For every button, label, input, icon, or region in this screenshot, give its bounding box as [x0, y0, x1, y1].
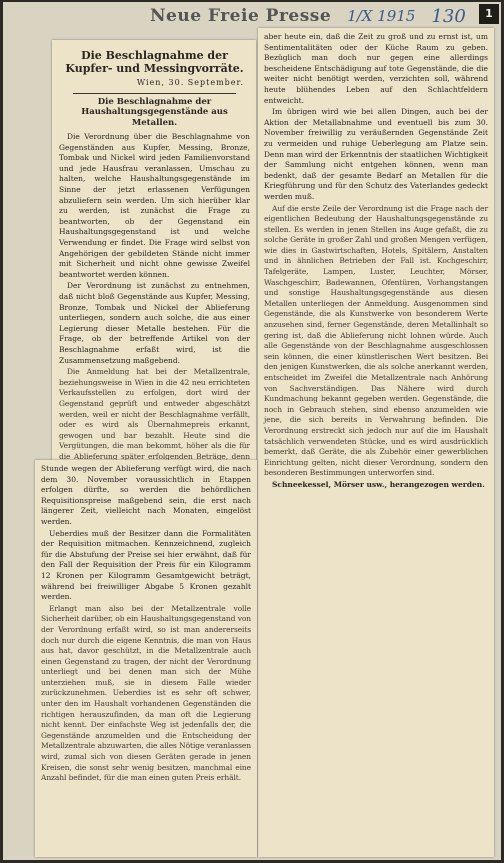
article-closing-line: Schneekessel, Mörser usw., herangezogen werden. — [272, 479, 485, 489]
article-paragraph: Erlangt man also bei der Metallzentrale volle Sicherheit darüber, ob ein Haushaltungsgegenstand von der Verordnung erfaßt wird, so ist man andererseits doch nur durch die eigene Kenntnis, die man von Haus aus hat, davor geschützt, in die Metallzentrale auch einen Gegenstand zu tragen, der nicht der Verordnung unterliegt und bei denen man sich der Mühe unterziehen muß, sie in diesem Falle wieder zurückzunehmen. Ueberdies ist es sehr oft schwer, unter den im Haushalt vorhandenen Gegenständen die richtigen herauszufinden, da man oft die Legierung nicht kennt. Der einfachste Weg ist jedenfalls der, die Gegenstände anzumelden und die Entscheidung der Metallzentrale abzuwarten, die alles Nötige veranlassen wird, zumal sich von diesen Geräten gerade in jenen Kreisen, die sonst sehr wenig besitzen, manchmal eine Anzahl befindet, für die man einen guten Preis erhält. — [41, 603, 251, 783]
article-paragraph: Im übrigen wird wie bei allen Dingen, auch bei der Aktion der Metallabnahme und eventuell bis zum 30. November freiwillig zu veräußernden Gegenstände Zeit zu vermeiden und ruhige Ueberlegung am Platze sein. Denn man wird der Erkenntnis der staatlichen Wichtigkeit der Sammlung nicht entgehen können, wenn man bedenkt, daß der gesamte Bedarf an Metallen für die Kriegführung und für den Schutz des Vaterlandes gedeckt werden muß. — [264, 107, 488, 201]
clipping-source-header — [150, 2, 466, 30]
article-subtitle: Die Beschlagnahme der Haushaltungsgegenstände aus Metallen. — [81, 96, 228, 128]
clipping-article-bottom-left — [35, 460, 257, 857]
article-paragraph: Der Verordnung ist zunächst zu entnehmen, daß nicht bloß Gegenstände aus Kupfer, Messing, Bronze, Tombak und Nickel der Ablieferung unterliegen, sondern auch solche, die aus einer Legierung dieser Metalle bestehen. Für die Frage, ob der betreffende Artikel von der Beschlagnahme erfaßt wird, ist die Zusammensetzung maßgebend. — [59, 281, 250, 365]
newspaper-name: Neue Freie Presse — [150, 6, 332, 26]
article-paragraph: Die Verordnung über die Beschlagnahme von Gegenständen aus Kupfer, Messing, Bronze, Tombak und Nickel wird jeden Familienvorstand und jede Hausfrau veranlassen, Umschau zu halten, welche Haushaltungsgegenstände im Sinne der jetzt erlassenen Verfügungen abzuliefern sein werden. Um sich hierüber klar zu werden, ist zunächst die Frage zu beantworten, ob der Gegenstand ein Haushaltungsgegenstand ist und welche Verwendung er findet. Die Frage wird selbst von Angehörigen der gebildeten Stände nicht immer mit Sicherheit und nicht ohne gewisse Zweifel beantwortet werden können. — [59, 132, 250, 279]
handwritten-date: 1/X 1915 — [347, 7, 416, 25]
article-paragraph: Auf die erste Zeile der Verordnung ist die Frage nach der eigentlichen Bedeutung der Haushaltungsgegenstände zu stellen. Es werden in jenen Stellen ins Auge gefaßt, die zu solche Geräte in großer Zahl und großen Mengen verfügen, wie dies in Gastwirtschaften, Hotels, Spitälern, Anstalten und in ähnlichen Betrieben der Fall ist. Kochgeschirr, Tafelgeräte, Lampen, Luster, Leuchter, Mörser, Waschgeschirr, Badewannen, Ofentüren, Vorhangstangen und sonstige Haushaltungsgegenstände aus diesen Metallen unterliegen der Anmeldung. Ausgenommen sind Gegenstände, die als Kunstwerke von besonderem Werte anzusehen sind, ferner Gegenstände, deren Metallinhalt so gering ist, daß die Ablieferung nicht lohnen würde. Auch alle Gegenstände von der Beschlagnahme ausgeschlossen sein können, die einer künstlerischen Wert besitzen. Bei den jenigen Kunstwerken, die als solche anerkannt werden, entscheidet im Zweifel die Metallzentrale nach Anhörung von Sachverständigen. Das Nähere wird durch Kundmachung bekannt gegeben werden. Gegenstände, die noch in Gebrauch stehen, sind ebenso anzumelden wie jene, die sich bereits in Verwahrung befinden. Die Verordnung erstreckt sich jedoch nur auf die im Haushalt tatsächlich verwendeten Stücke, und es wird ausdrücklich bemerkt, daß Geräte, die als Zubehör einer gewerblichen Einrichtung gelten, nicht dieser Verordnung, sondern den besonderen Bestimmungen unterworfen sind. — [264, 203, 488, 478]
article-paragraph: aber heute ein, daß die Zeit zu groß und zu ernst ist, um Sentimentalitäten oder der Küche Raum zu geben. Bezüglich man doch nur gegen eine allerdings bescheidene Entschädigung auf tote Gegenstände, die die weiter nicht benötigt werden, verzichten soll, während heute blühendes Leben auf den Schlachtfeldern entweicht. — [264, 32, 488, 105]
scan-border-left — [0, 0, 3, 863]
corner-mark: 1 — [479, 4, 499, 24]
article-paragraph: Ueberdies muß der Besitzer dann die Formalitäten der Requisition mitmachen. Kennzeichnend, zugleich für die Abstufung der Preise sei hier erwähnt, daß für den Fall der Requisition der Preis für ein Kilogramm 12 Kronen per Kilogramm Gesamtgewicht beträgt, während bei freiwilliger Abgabe 5 Kronen gezahlt werden. — [41, 528, 251, 602]
divider — [73, 93, 236, 94]
handwritten-number: 130 — [431, 5, 466, 27]
article-dateline: Wien, 30. September. — [136, 78, 244, 87]
clipping-article-right-column — [258, 28, 494, 857]
article-paragraph: Die Anmeldung hat bei der Metallzentrale, beziehungsweise in Wien in die 42 neu errichteten Verkaufsstellen zu erfolgen, dort wird der Gegenstand geprüft und entweder abgeschätzt werden, weil er nicht der Beschlagnahme verfällt, oder es wird als Übernahmepreis erkannt, gewogen und bar bezahlt. Heute sind die Vergütungen, die man bekommt, höher als die für die Ablieferung später erfolgenden Beträge, denn — [59, 367, 250, 460]
article-paragraph: Stunde wegen der Ablieferung verfügt wird, die nach dem 30. November voraussichtlich in Etappen erfolgen dürfte, so werden die behördlichen Requisitionspreise maßgebend sein, die erst nach längerer Zeit, vielleicht nach Monaten, eingelöst werden. — [41, 464, 251, 526]
article-title: Die Beschlagnahme der Kupfer- und Messingvorräte. — [65, 49, 244, 75]
clipping-article-top-left — [52, 40, 256, 460]
